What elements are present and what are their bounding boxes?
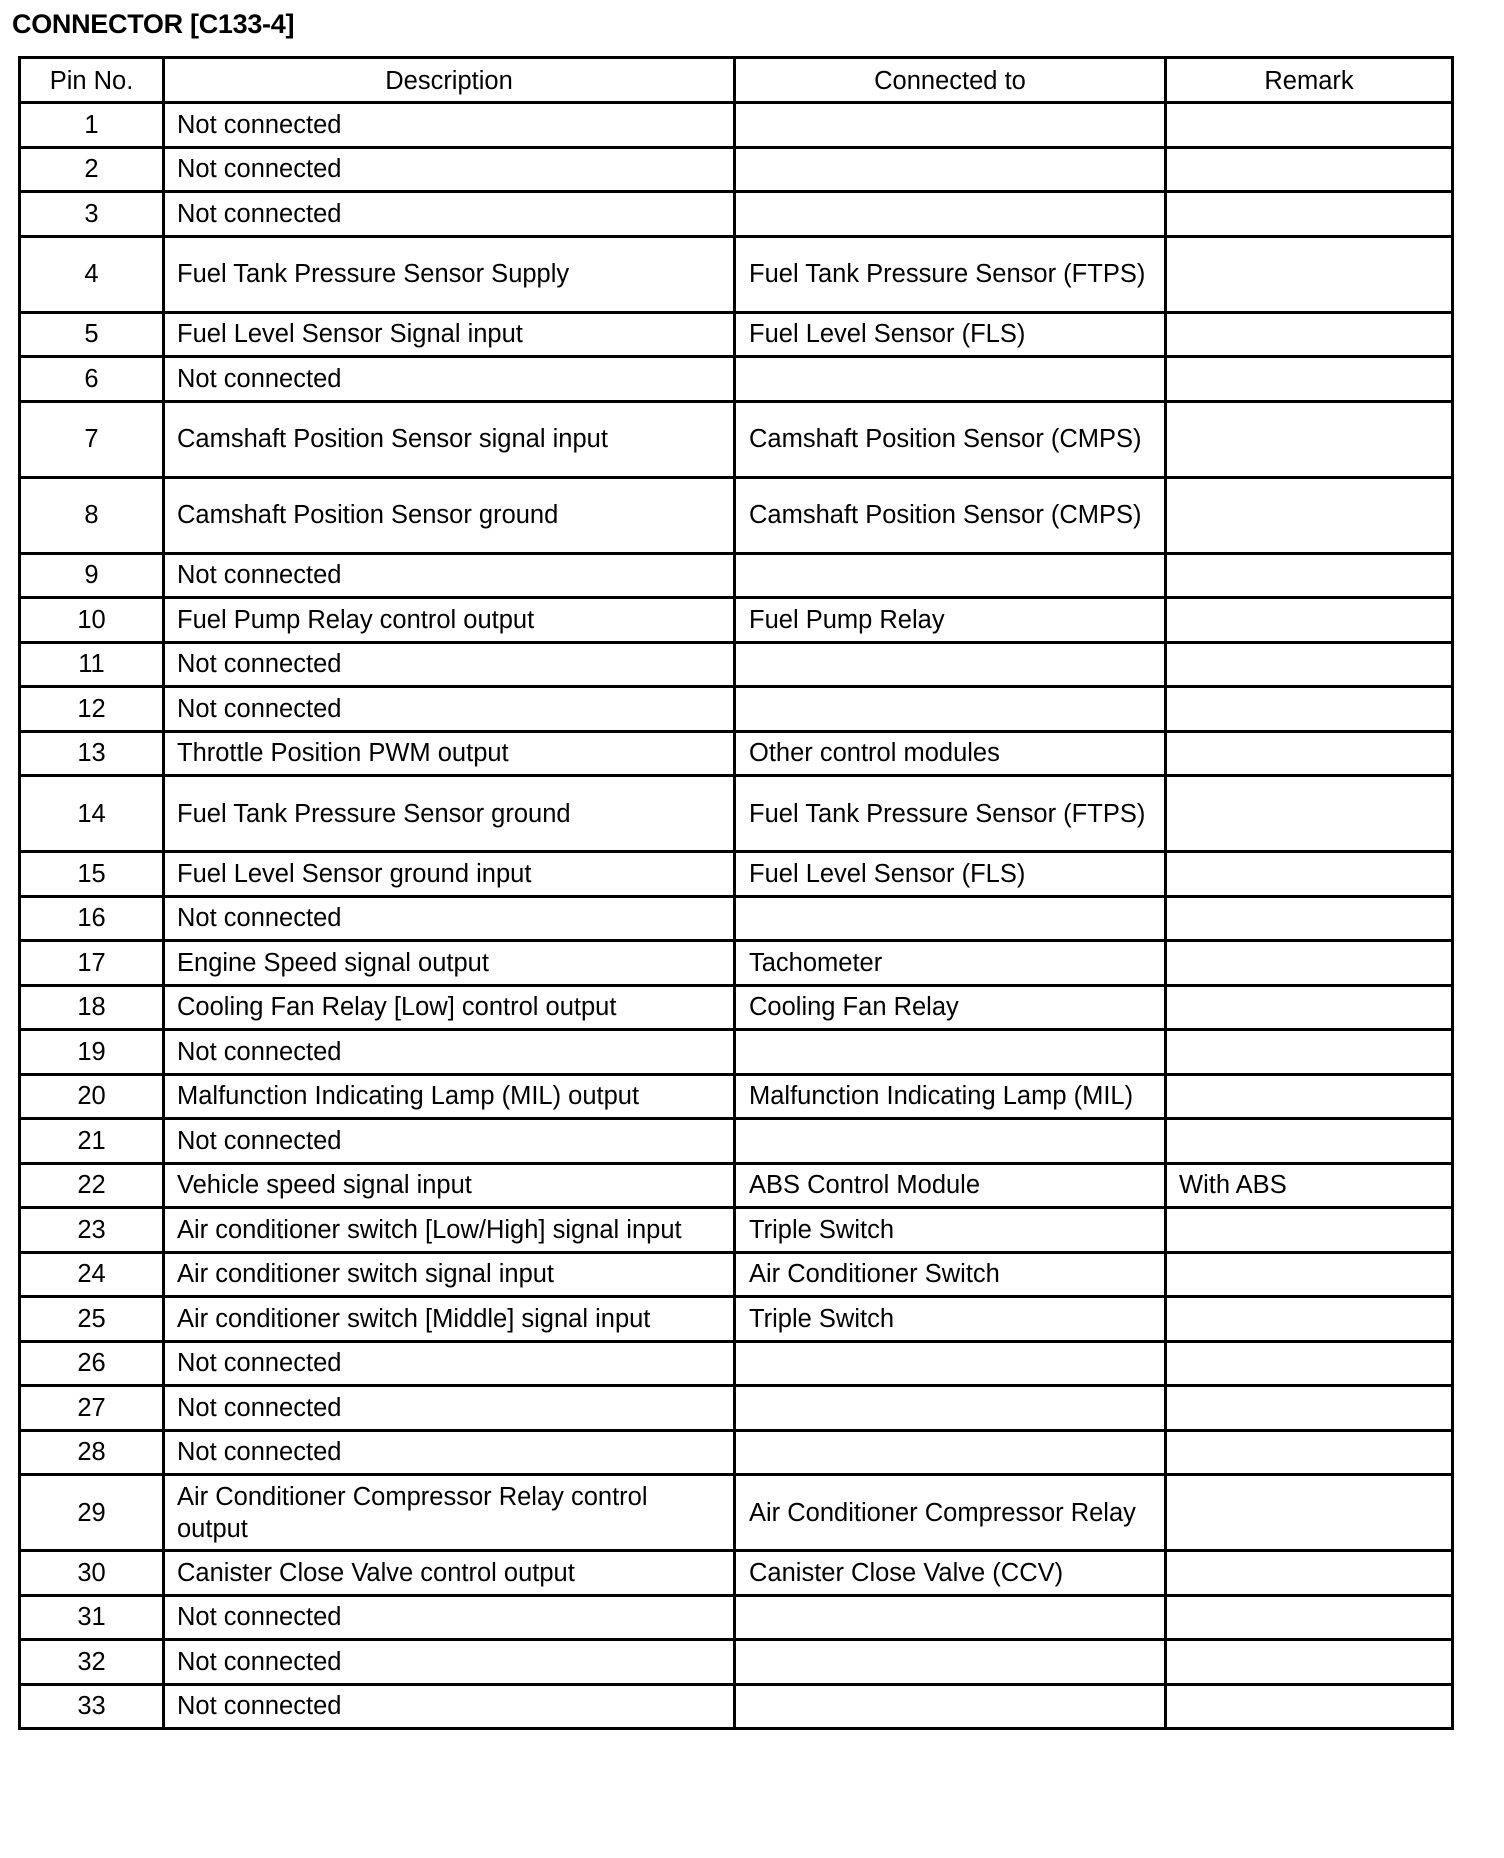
pin-description: Air conditioner switch signal input bbox=[164, 1252, 735, 1297]
pin-number: 19 bbox=[20, 1030, 164, 1075]
pin-description: Air conditioner switch [Middle] signal input bbox=[164, 1297, 735, 1342]
pin-remark bbox=[1166, 598, 1453, 643]
table-row bbox=[20, 1252, 1453, 1297]
table-row bbox=[20, 985, 1453, 1030]
pin-description: Canister Close Valve control output bbox=[164, 1551, 735, 1596]
pin-description: Fuel Tank Pressure Sensor ground bbox=[164, 776, 735, 852]
pin-remark bbox=[1166, 776, 1453, 852]
pin-connected-to bbox=[735, 1030, 1166, 1075]
pin-description: Not connected bbox=[164, 1684, 735, 1729]
pin-number: 23 bbox=[20, 1208, 164, 1253]
pin-remark bbox=[1166, 1684, 1453, 1729]
table-row bbox=[20, 1163, 1453, 1208]
pin-remark bbox=[1166, 687, 1453, 732]
pin-connected-to: Camshaft Position Sensor (CMPS) bbox=[735, 401, 1166, 477]
pin-description: Not connected bbox=[164, 1430, 735, 1475]
pin-number: 16 bbox=[20, 896, 164, 941]
pin-number: 22 bbox=[20, 1163, 164, 1208]
table-row bbox=[20, 357, 1453, 402]
pin-number: 12 bbox=[20, 687, 164, 732]
table-header-row bbox=[20, 58, 1453, 103]
pin-remark bbox=[1166, 896, 1453, 941]
pin-number: 20 bbox=[20, 1074, 164, 1119]
pin-number: 3 bbox=[20, 192, 164, 237]
header-pin-no: Pin No. bbox=[20, 58, 164, 103]
pin-connected-to bbox=[735, 192, 1166, 237]
pin-description: Not connected bbox=[164, 1341, 735, 1386]
pin-remark bbox=[1166, 192, 1453, 237]
pin-connected-to: Fuel Tank Pressure Sensor (FTPS) bbox=[735, 236, 1166, 312]
pin-description: Not connected bbox=[164, 1386, 735, 1431]
table-row bbox=[20, 1475, 1453, 1551]
table-row bbox=[20, 401, 1453, 477]
pin-number: 15 bbox=[20, 852, 164, 897]
pin-description: Air Conditioner Compressor Relay control output bbox=[164, 1475, 735, 1551]
table-row bbox=[20, 553, 1453, 598]
pin-remark bbox=[1166, 1640, 1453, 1685]
pin-number: 2 bbox=[20, 147, 164, 192]
connector-pin-table bbox=[18, 56, 1454, 1730]
pin-number: 11 bbox=[20, 642, 164, 687]
pin-description: Camshaft Position Sensor ground bbox=[164, 477, 735, 553]
pin-description: Not connected bbox=[164, 1640, 735, 1685]
pin-connected-to bbox=[735, 642, 1166, 687]
table-row bbox=[20, 1074, 1453, 1119]
table-row bbox=[20, 1297, 1453, 1342]
pin-remark bbox=[1166, 985, 1453, 1030]
pin-number: 9 bbox=[20, 553, 164, 598]
pin-remark bbox=[1166, 312, 1453, 357]
pin-number: 17 bbox=[20, 941, 164, 986]
pin-description: Camshaft Position Sensor signal input bbox=[164, 401, 735, 477]
pin-connected-to bbox=[735, 1595, 1166, 1640]
header-remark: Remark bbox=[1166, 58, 1453, 103]
table-row bbox=[20, 941, 1453, 986]
pin-connected-to bbox=[735, 357, 1166, 402]
pin-description: Not connected bbox=[164, 192, 735, 237]
table-row bbox=[20, 776, 1453, 852]
pin-description: Not connected bbox=[164, 1119, 735, 1164]
table-row bbox=[20, 192, 1453, 237]
table-row bbox=[20, 1119, 1453, 1164]
pin-number: 27 bbox=[20, 1386, 164, 1431]
pin-description: Fuel Pump Relay control output bbox=[164, 598, 735, 643]
pin-number: 29 bbox=[20, 1475, 164, 1551]
pin-connected-to: Triple Switch bbox=[735, 1208, 1166, 1253]
pin-connected-to bbox=[735, 1430, 1166, 1475]
pin-description: Vehicle speed signal input bbox=[164, 1163, 735, 1208]
pin-number: 25 bbox=[20, 1297, 164, 1342]
pin-remark bbox=[1166, 103, 1453, 148]
table-row bbox=[20, 896, 1453, 941]
pin-connected-to bbox=[735, 1684, 1166, 1729]
pin-number: 28 bbox=[20, 1430, 164, 1475]
pin-description: Not connected bbox=[164, 896, 735, 941]
pin-connected-to bbox=[735, 687, 1166, 732]
pin-connected-to bbox=[735, 1119, 1166, 1164]
table-row bbox=[20, 1595, 1453, 1640]
pin-remark bbox=[1166, 1119, 1453, 1164]
pin-connected-to: Fuel Tank Pressure Sensor (FTPS) bbox=[735, 776, 1166, 852]
pin-connected-to: Air Conditioner Switch bbox=[735, 1252, 1166, 1297]
pin-description: Not connected bbox=[164, 357, 735, 402]
pin-connected-to: Canister Close Valve (CCV) bbox=[735, 1551, 1166, 1596]
pin-remark bbox=[1166, 642, 1453, 687]
pin-number: 14 bbox=[20, 776, 164, 852]
pin-connected-to bbox=[735, 1386, 1166, 1431]
pin-description: Not connected bbox=[164, 1030, 735, 1075]
pin-connected-to: Air Conditioner Compressor Relay bbox=[735, 1475, 1166, 1551]
pin-connected-to: Camshaft Position Sensor (CMPS) bbox=[735, 477, 1166, 553]
pin-connected-to bbox=[735, 103, 1166, 148]
table-row bbox=[20, 1030, 1453, 1075]
table-row bbox=[20, 731, 1453, 776]
table-row bbox=[20, 1208, 1453, 1253]
pin-remark: With ABS bbox=[1166, 1163, 1453, 1208]
pin-remark bbox=[1166, 852, 1453, 897]
pin-connected-to bbox=[735, 147, 1166, 192]
pin-remark bbox=[1166, 1208, 1453, 1253]
pin-remark bbox=[1166, 1297, 1453, 1342]
pin-remark bbox=[1166, 553, 1453, 598]
pin-connected-to: ABS Control Module bbox=[735, 1163, 1166, 1208]
pin-description: Fuel Tank Pressure Sensor Supply bbox=[164, 236, 735, 312]
pin-connected-to: Cooling Fan Relay bbox=[735, 985, 1166, 1030]
pin-number: 7 bbox=[20, 401, 164, 477]
pin-description: Not connected bbox=[164, 642, 735, 687]
pin-remark bbox=[1166, 1074, 1453, 1119]
table-row bbox=[20, 1551, 1453, 1596]
pin-number: 10 bbox=[20, 598, 164, 643]
pin-description: Not connected bbox=[164, 103, 735, 148]
pin-description: Air conditioner switch [Low/High] signal input bbox=[164, 1208, 735, 1253]
pin-remark bbox=[1166, 236, 1453, 312]
table-row bbox=[20, 1341, 1453, 1386]
table-row bbox=[20, 1386, 1453, 1431]
page-title: CONNECTOR [C133-4] bbox=[12, 9, 295, 39]
pin-number: 31 bbox=[20, 1595, 164, 1640]
table-row bbox=[20, 687, 1453, 732]
pin-remark bbox=[1166, 1030, 1453, 1075]
pin-remark bbox=[1166, 401, 1453, 477]
pin-remark bbox=[1166, 1475, 1453, 1551]
table-row bbox=[20, 1684, 1453, 1729]
pin-number: 30 bbox=[20, 1551, 164, 1596]
header-connected-to: Connected to bbox=[735, 58, 1166, 103]
pin-description: Fuel Level Sensor ground input bbox=[164, 852, 735, 897]
pin-number: 24 bbox=[20, 1252, 164, 1297]
table-row bbox=[20, 477, 1453, 553]
pin-description: Fuel Level Sensor Signal input bbox=[164, 312, 735, 357]
table-row bbox=[20, 642, 1453, 687]
pin-connected-to: Tachometer bbox=[735, 941, 1166, 986]
pin-number: 8 bbox=[20, 477, 164, 553]
pin-description: Engine Speed signal output bbox=[164, 941, 735, 986]
pin-number: 1 bbox=[20, 103, 164, 148]
table-row bbox=[20, 236, 1453, 312]
pin-description: Not connected bbox=[164, 687, 735, 732]
pin-description: Not connected bbox=[164, 147, 735, 192]
pin-remark bbox=[1166, 731, 1453, 776]
pin-description: Not connected bbox=[164, 553, 735, 598]
pin-number: 6 bbox=[20, 357, 164, 402]
table-row bbox=[20, 852, 1453, 897]
pin-remark bbox=[1166, 1595, 1453, 1640]
pin-remark bbox=[1166, 477, 1453, 553]
table-row bbox=[20, 1430, 1453, 1475]
pin-connected-to: Other control modules bbox=[735, 731, 1166, 776]
pin-connected-to: Fuel Level Sensor (FLS) bbox=[735, 312, 1166, 357]
pin-number: 5 bbox=[20, 312, 164, 357]
pin-description: Cooling Fan Relay [Low] control output bbox=[164, 985, 735, 1030]
pin-remark bbox=[1166, 941, 1453, 986]
pin-remark bbox=[1166, 1430, 1453, 1475]
pin-number: 26 bbox=[20, 1341, 164, 1386]
table-row bbox=[20, 598, 1453, 643]
pin-description: Throttle Position PWM output bbox=[164, 731, 735, 776]
pin-number: 33 bbox=[20, 1684, 164, 1729]
pin-remark bbox=[1166, 1252, 1453, 1297]
pin-remark bbox=[1166, 147, 1453, 192]
pin-connected-to bbox=[735, 896, 1166, 941]
pin-connected-to bbox=[735, 1341, 1166, 1386]
pin-description: Not connected bbox=[164, 1595, 735, 1640]
pin-connected-to: Fuel Level Sensor (FLS) bbox=[735, 852, 1166, 897]
pin-number: 13 bbox=[20, 731, 164, 776]
table-row bbox=[20, 147, 1453, 192]
pin-connected-to bbox=[735, 1640, 1166, 1685]
pin-remark bbox=[1166, 1341, 1453, 1386]
pin-number: 21 bbox=[20, 1119, 164, 1164]
pin-remark bbox=[1166, 1551, 1453, 1596]
header-description: Description bbox=[164, 58, 735, 103]
pin-connected-to: Fuel Pump Relay bbox=[735, 598, 1166, 643]
pin-number: 18 bbox=[20, 985, 164, 1030]
pin-connected-to: Malfunction Indicating Lamp (MIL) bbox=[735, 1074, 1166, 1119]
pin-connected-to bbox=[735, 553, 1166, 598]
table-row bbox=[20, 1640, 1453, 1685]
table-row bbox=[20, 312, 1453, 357]
pin-remark bbox=[1166, 1386, 1453, 1431]
table-row bbox=[20, 103, 1453, 148]
pin-number: 4 bbox=[20, 236, 164, 312]
pin-remark bbox=[1166, 357, 1453, 402]
pin-connected-to: Triple Switch bbox=[735, 1297, 1166, 1342]
pin-number: 32 bbox=[20, 1640, 164, 1685]
pin-description: Malfunction Indicating Lamp (MIL) output bbox=[164, 1074, 735, 1119]
